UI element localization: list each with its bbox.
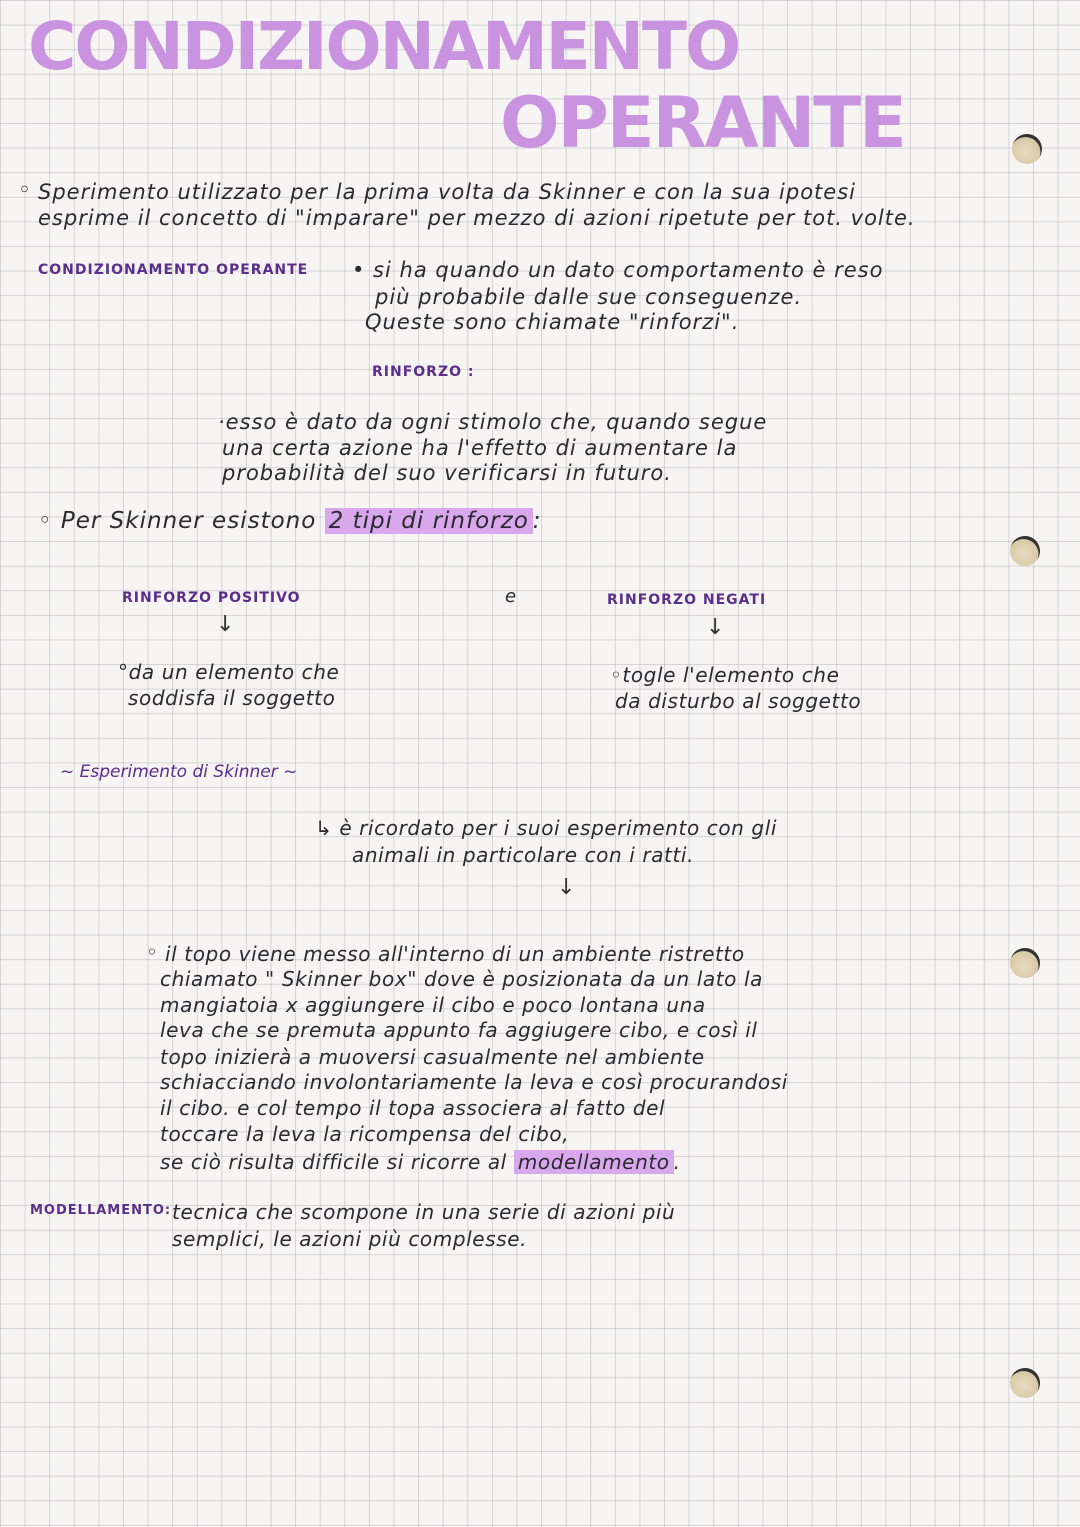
arrow-down-icon: ↓ bbox=[216, 612, 235, 637]
positive-line: soddisfa il soggetto bbox=[128, 686, 336, 710]
title-line-2: OPERANTE bbox=[500, 82, 905, 164]
arrow-down-icon: ↓ bbox=[557, 875, 576, 900]
types-sentence: ◦ Per Skinner esistono 2 tipi di rinforzo : bbox=[38, 508, 542, 534]
binder-hole-icon bbox=[1012, 134, 1042, 164]
title-line-1: CONDIZIONAMENTO bbox=[28, 8, 740, 85]
experiment-note: animali in particolare con i ratti. bbox=[352, 843, 695, 867]
experiment-line: il cibo. e col tempo il topa associera al fatto del bbox=[160, 1096, 666, 1120]
experiment-line: il topo viene messo all'interno di un ambiente ristretto bbox=[165, 942, 745, 966]
modellamento-label: MODELLAMENTO: bbox=[30, 1203, 172, 1218]
experiment-line: leva che se premuta appunto fa aggiugere cibo, e così il bbox=[160, 1018, 758, 1042]
negative-label: RINFORZO NEGATI bbox=[607, 592, 767, 608]
negative-line: ◦togle l'elemento che bbox=[610, 663, 840, 687]
rinforzo-label: RINFORZO : bbox=[372, 364, 475, 380]
rinforzo-line: probabilità del suo verificarsi in futuro. bbox=[222, 461, 672, 485]
experiment-line: mangiatoia x aggiungere il cibo e poco lontana una bbox=[160, 993, 706, 1017]
experiment-line: topo inizierà a muoversi casualmente nel ambiente bbox=[160, 1045, 705, 1069]
binder-hole-icon bbox=[1010, 1368, 1040, 1398]
positive-label: RINFORZO POSITIVO bbox=[122, 590, 301, 606]
experiment-last-line: se ciò risulta difficile si ricorre al modellamento . bbox=[160, 1150, 681, 1174]
experiment-line: schiacciando involontariamente la leva e così procurandosi bbox=[160, 1070, 788, 1094]
definition-line: Queste sono chiamate "rinforzi". bbox=[365, 310, 740, 334]
experiment-note: ↳ è ricordato per i suoi esperimento con gli bbox=[315, 816, 778, 840]
bullet-icon: ◦ bbox=[38, 508, 53, 534]
definition-label: CONDIZIONAMENTO OPERANTE bbox=[38, 262, 309, 278]
intro-line: Sperimento utilizzato per la prima volta da Skinner e con la sua ipotesi bbox=[38, 180, 856, 204]
highlight: 2 tipi di rinforzo bbox=[325, 508, 533, 534]
conjunction: e bbox=[505, 586, 518, 607]
modellamento-line: tecnica che scompone in una serie di azioni più bbox=[172, 1200, 676, 1224]
experiment-heading: ~ Esperimento di Skinner ~ bbox=[60, 762, 298, 782]
arrow-down-icon: ↓ bbox=[706, 615, 725, 640]
highlight: modellamento bbox=[514, 1150, 674, 1174]
rinforzo-line: una certa azione ha l'effetto di aumentare la bbox=[222, 436, 738, 460]
definition-line: • si ha quando un dato comportamento è reso bbox=[352, 258, 884, 282]
intro-line: esprime il concetto di "imparare" per mezzo di azioni ripetute per tot. volte. bbox=[38, 206, 916, 230]
experiment-line: chiamato " Skinner box" dove è posizionata da un lato la bbox=[160, 967, 763, 991]
definition-line: più probabile dalle sue conseguenze. bbox=[375, 285, 803, 309]
bullet-icon: ◦ bbox=[18, 178, 32, 203]
experiment-line: toccare la leva la ricompensa del cibo, bbox=[160, 1122, 570, 1146]
bullet-icon: ◦ bbox=[146, 940, 159, 964]
positive-line: °da un elemento che bbox=[118, 660, 340, 684]
binder-hole-icon bbox=[1010, 536, 1040, 566]
negative-line: da disturbo al soggetto bbox=[615, 689, 862, 713]
modellamento-line: semplici, le azioni più complesse. bbox=[172, 1227, 528, 1251]
binder-hole-icon bbox=[1010, 948, 1040, 978]
rinforzo-line: ·esso è dato da ogni stimolo che, quando segue bbox=[218, 410, 768, 434]
